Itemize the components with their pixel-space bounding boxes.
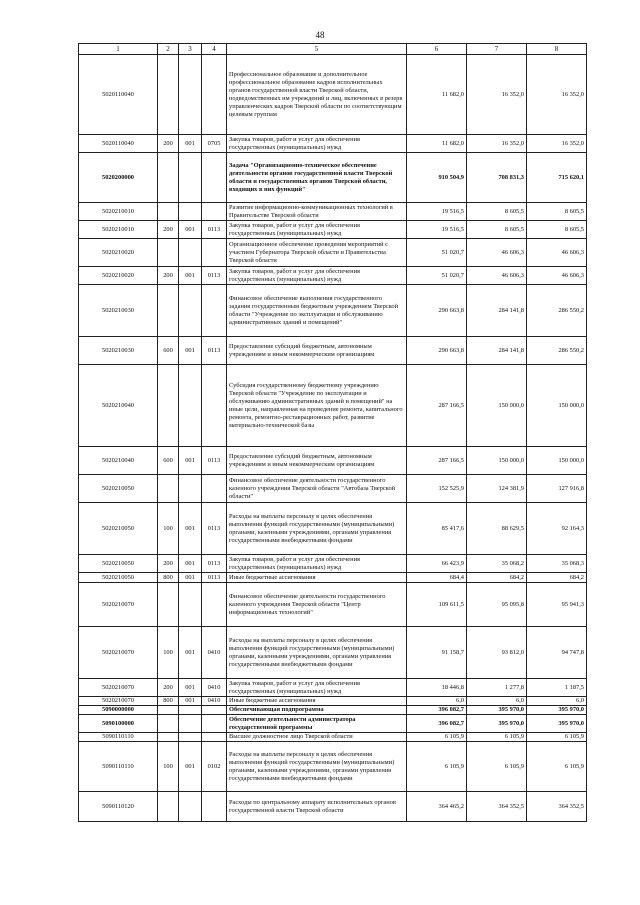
row-name-cell: Расходы по центральному аппарату исполнительных органов государственной власти Тверской области: [227, 792, 407, 822]
row-expense-type-cell: 200: [158, 135, 179, 153]
row-expense-type-cell: 800: [158, 697, 179, 706]
row-section-cell: [202, 733, 227, 742]
row-name-cell: Закупка товаров, работ и услуг для обеспечения государственных (муниципальных) нужд: [227, 555, 407, 573]
row-code-cell: 5020210050: [79, 503, 158, 555]
row-code-cell: 5020210040: [79, 447, 158, 475]
table-row: [79, 715, 587, 733]
row-code-cell: 5020210020: [79, 267, 158, 285]
table-row: [79, 203, 587, 221]
row-code-cell: 5020210030: [79, 337, 158, 365]
row-year2-cell: 6,0: [467, 697, 527, 706]
row-name-cell: Обеспечение деятельности администратора государственной программы: [227, 715, 407, 733]
row-department-cell: 001: [179, 267, 202, 285]
row-year1-cell: 11 682,0: [407, 135, 467, 153]
row-year1-cell: 19 516,5: [407, 221, 467, 239]
row-expense-type-cell: [158, 365, 179, 447]
row-department-cell: [179, 365, 202, 447]
row-name-cell: Предоставление субсидий бюджетным, автономным учреждениям и иным некоммерческим организациям: [227, 337, 407, 365]
row-section-cell: [202, 715, 227, 733]
row-code-cell: 5020210050: [79, 573, 158, 583]
row-section-cell: 0410: [202, 627, 227, 679]
header-col-6: 6: [407, 44, 467, 55]
row-expense-type-cell: [158, 55, 179, 135]
row-year3-cell: 150 000,0: [527, 447, 587, 475]
row-year2-cell: 46 606,3: [467, 239, 527, 267]
row-code-cell: 5020210010: [79, 221, 158, 239]
budget-table: [78, 43, 587, 822]
row-code-cell: 5090110110: [79, 742, 158, 792]
row-name-cell: Расходы на выплаты персоналу в целях обеспечения выполнения функций государственными (муниципальными) органами, казенными учреждениями, органами управления государственными внебюджетными фондами: [227, 503, 407, 555]
row-name-cell: Иные бюджетные ассигнования: [227, 573, 407, 583]
row-section-cell: [202, 706, 227, 715]
row-name-cell: Развитие информационно-коммуникационных технологий в Правительстве Тверской области: [227, 203, 407, 221]
row-department-cell: 001: [179, 555, 202, 573]
row-name-cell: Расходы на выплаты персоналу в целях обеспечения выполнения функций государственными (муниципальными) органами, казенными учреждениями, органами управления государственными внебюджетными фондами: [227, 627, 407, 679]
row-year1-cell: 290 663,8: [407, 337, 467, 365]
row-department-cell: 001: [179, 679, 202, 697]
row-department-cell: 001: [179, 627, 202, 679]
row-department-cell: 001: [179, 697, 202, 706]
row-year1-cell: 85 417,6: [407, 503, 467, 555]
row-section-cell: [202, 285, 227, 337]
row-year3-cell: 8 605,5: [527, 203, 587, 221]
row-department-cell: [179, 792, 202, 822]
row-department-cell: 001: [179, 742, 202, 792]
row-expense-type-cell: [158, 792, 179, 822]
row-year1-cell: 287 166,5: [407, 447, 467, 475]
row-year1-cell: 152 525,9: [407, 475, 467, 503]
row-section-cell: [202, 153, 227, 203]
header-col-3: 3: [179, 44, 202, 55]
row-name-cell: Финансовое обеспечение деятельности государственного казенного учреждения Тверской области "Автобаза Тверской области": [227, 475, 407, 503]
row-expense-type-cell: 600: [158, 337, 179, 365]
row-code-cell: 5020210040: [79, 365, 158, 447]
row-section-cell: 0113: [202, 267, 227, 285]
row-section-cell: [202, 792, 227, 822]
row-year3-cell: 46 606,3: [527, 267, 587, 285]
row-year1-cell: 6,0: [407, 697, 467, 706]
header-col-2: 2: [158, 44, 179, 55]
row-year3-cell: 92 164,3: [527, 503, 587, 555]
row-year3-cell: 395 970,0: [527, 715, 587, 733]
row-code-cell: 5020210050: [79, 475, 158, 503]
row-name-cell: Расходы на выплаты персоналу в целях обеспечения выполнения функций государственными (муниципальными) органами, казенными учреждениями, органами управления государственными внебюджетными фондами: [227, 742, 407, 792]
table-row: [79, 733, 587, 742]
table-row: [79, 221, 587, 239]
row-expense-type-cell: [158, 733, 179, 742]
row-code-cell: 5020200000: [79, 153, 158, 203]
row-name-cell: Задача "Организационно-техническое обеспечение деятельности органов государственной власти Тверской области и государственных органов Тверской области, входящих в них функций": [227, 153, 407, 203]
table-row: [79, 627, 587, 679]
row-year2-cell: 88 629,5: [467, 503, 527, 555]
row-year2-cell: 684,2: [467, 573, 527, 583]
row-section-cell: 0113: [202, 221, 227, 239]
row-expense-type-cell: [158, 583, 179, 627]
row-year3-cell: 364 352,5: [527, 792, 587, 822]
table-row: [79, 267, 587, 285]
row-section-cell: 0410: [202, 697, 227, 706]
row-expense-type-cell: [158, 706, 179, 715]
page-number: 48: [315, 30, 325, 40]
row-year3-cell: 8 605,5: [527, 221, 587, 239]
row-code-cell: 5090110110: [79, 733, 158, 742]
table-row: [79, 285, 587, 337]
row-year2-cell: 124 381,9: [467, 475, 527, 503]
row-year1-cell: 684,4: [407, 573, 467, 583]
row-code-cell: 5020210020: [79, 239, 158, 267]
row-expense-type-cell: [158, 285, 179, 337]
table-row: [79, 792, 587, 822]
row-year1-cell: 51 020,7: [407, 267, 467, 285]
header-col-4: 4: [202, 44, 227, 55]
row-section-cell: [202, 203, 227, 221]
row-section-cell: 0113: [202, 555, 227, 573]
row-section-cell: 0113: [202, 573, 227, 583]
table-row: [79, 337, 587, 365]
table-row: [79, 555, 587, 573]
row-year1-cell: 287 166,5: [407, 365, 467, 447]
row-name-cell: Организационное обеспечение проведения мероприятий с участием Губернатора Тверской области и Правительства Тверской области: [227, 239, 407, 267]
row-code-cell: 5020210070: [79, 583, 158, 627]
row-year3-cell: 6 105,9: [527, 742, 587, 792]
row-section-cell: [202, 583, 227, 627]
row-code-cell: 5020210070: [79, 627, 158, 679]
row-year2-cell: 6 105,9: [467, 742, 527, 792]
header-col-8: 8: [527, 44, 587, 55]
table-row: [79, 55, 587, 135]
row-year2-cell: 8 605,5: [467, 221, 527, 239]
row-department-cell: [179, 285, 202, 337]
row-expense-type-cell: [158, 153, 179, 203]
row-name-cell: Закупка товаров, работ и услуг для обеспечения государственных (муниципальных) нужд: [227, 221, 407, 239]
row-year2-cell: 8 605,5: [467, 203, 527, 221]
table-row: [79, 742, 587, 792]
row-code-cell: 5090110120: [79, 792, 158, 822]
row-code-cell: 5020110040: [79, 135, 158, 153]
row-code-cell: 5020110040: [79, 55, 158, 135]
row-year3-cell: 395 970,0: [527, 706, 587, 715]
row-year2-cell: 93 812,0: [467, 627, 527, 679]
row-department-cell: [179, 239, 202, 267]
row-section-cell: [202, 55, 227, 135]
row-expense-type-cell: 100: [158, 742, 179, 792]
row-department-cell: [179, 733, 202, 742]
row-year1-cell: 18 446,8: [407, 679, 467, 697]
row-year1-cell: 396 082,7: [407, 715, 467, 733]
row-year3-cell: 1 187,5: [527, 679, 587, 697]
row-year1-cell: 66 423,9: [407, 555, 467, 573]
table-row: [79, 365, 587, 447]
table-row: [79, 706, 587, 715]
row-year1-cell: 396 082,7: [407, 706, 467, 715]
row-department-cell: [179, 715, 202, 733]
row-name-cell: Предоставление субсидий бюджетным, автономным учреждениям и иным некоммерческим организациям: [227, 447, 407, 475]
row-year1-cell: 19 516,5: [407, 203, 467, 221]
table-row: [79, 679, 587, 697]
row-year2-cell: 150 000,0: [467, 447, 527, 475]
row-year2-cell: 708 831,3: [467, 153, 527, 203]
row-year3-cell: 286 550,2: [527, 337, 587, 365]
row-year2-cell: 150 000,0: [467, 365, 527, 447]
row-name-cell: Закупка товаров, работ и услуг для обеспечения государственных (муниципальных) нужд: [227, 679, 407, 697]
table-header-row: [79, 44, 587, 55]
row-code-cell: 5020210070: [79, 679, 158, 697]
row-year1-cell: 910 504,9: [407, 153, 467, 203]
row-name-cell: Финансовое обеспечение деятельности государственного казенного учреждения Тверской области "Центр информационных технологий": [227, 583, 407, 627]
row-expense-type-cell: [158, 715, 179, 733]
row-expense-type-cell: [158, 203, 179, 221]
row-code-cell: 5020210010: [79, 203, 158, 221]
row-year2-cell: 35 068,2: [467, 555, 527, 573]
row-year3-cell: 6,0: [527, 697, 587, 706]
row-section-cell: 0113: [202, 337, 227, 365]
row-department-cell: [179, 153, 202, 203]
row-department-cell: 001: [179, 221, 202, 239]
row-section-cell: [202, 475, 227, 503]
row-name-cell: Финансовое обеспечение выполнения государственного задания государственным бюджетным учреждением Тверской области "Учреждение по эксплуатации и обслуживанию административных зданий и помещений": [227, 285, 407, 337]
table-row: [79, 135, 587, 153]
row-code-cell: 5020210030: [79, 285, 158, 337]
row-department-cell: [179, 475, 202, 503]
table-row: [79, 239, 587, 267]
row-year1-cell: 11 682,0: [407, 55, 467, 135]
row-year3-cell: 46 606,3: [527, 239, 587, 267]
row-expense-type-cell: 200: [158, 221, 179, 239]
row-department-cell: 001: [179, 135, 202, 153]
table-row: [79, 573, 587, 583]
row-year2-cell: 1 277,8: [467, 679, 527, 697]
row-year1-cell: 51 020,7: [407, 239, 467, 267]
table-row: [79, 697, 587, 706]
table-row: [79, 583, 587, 627]
row-year3-cell: 150 000,0: [527, 365, 587, 447]
row-section-cell: 0113: [202, 447, 227, 475]
row-department-cell: [179, 583, 202, 627]
row-section-cell: 0113: [202, 503, 227, 555]
row-year3-cell: 715 620,1: [527, 153, 587, 203]
row-year2-cell: 284 141,8: [467, 285, 527, 337]
row-year2-cell: 16 352,0: [467, 135, 527, 153]
row-year2-cell: 95 095,8: [467, 583, 527, 627]
row-name-cell: Обеспечивающая подпрограмма: [227, 706, 407, 715]
row-expense-type-cell: 800: [158, 573, 179, 583]
row-department-cell: 001: [179, 503, 202, 555]
header-col-7: 7: [467, 44, 527, 55]
row-year2-cell: 46 606,3: [467, 267, 527, 285]
row-year1-cell: 6 105,9: [407, 742, 467, 792]
header-col-5: 5: [227, 44, 407, 55]
row-year3-cell: 6 105,9: [527, 733, 587, 742]
row-expense-type-cell: 200: [158, 555, 179, 573]
row-expense-type-cell: 100: [158, 627, 179, 679]
row-expense-type-cell: 100: [158, 503, 179, 555]
row-year3-cell: 16 352,0: [527, 135, 587, 153]
row-section-cell: [202, 239, 227, 267]
table-row: [79, 475, 587, 503]
row-name-cell: Закупка товаров, работ и услуг для обеспечения государственных (муниципальных) нужд: [227, 135, 407, 153]
row-year2-cell: 395 970,0: [467, 715, 527, 733]
row-code-cell: 5090000000: [79, 706, 158, 715]
row-year1-cell: 364 465,2: [407, 792, 467, 822]
row-year2-cell: 364 352,5: [467, 792, 527, 822]
header-col-1: 1: [79, 44, 158, 55]
row-year1-cell: 91 158,7: [407, 627, 467, 679]
row-department-cell: [179, 203, 202, 221]
row-name-cell: Профессиональное образование и дополнительное профессиональное образование кадров исполнительных органов государственной власти Тверской области, подведомственных им учреждений и лиц, включенных в резерв управленческих кадров Тверской области по соответствующим целевым группам: [227, 55, 407, 135]
row-expense-type-cell: 600: [158, 447, 179, 475]
row-year3-cell: 286 550,2: [527, 285, 587, 337]
row-section-cell: 0410: [202, 679, 227, 697]
row-year3-cell: 94 747,8: [527, 627, 587, 679]
row-year1-cell: 290 663,8: [407, 285, 467, 337]
row-year2-cell: 6 105,9: [467, 733, 527, 742]
table-row: [79, 153, 587, 203]
row-year3-cell: 35 068,3: [527, 555, 587, 573]
row-expense-type-cell: [158, 239, 179, 267]
table-row: [79, 447, 587, 475]
row-name-cell: Субсидия государственному бюджетному учреждению Тверской области "Учреждение по эксплуатации и обслуживанию административных зданий и помещений" на иные цели, направленная на проведение ремонта, капитального ремонта, ремонтно-реставрационных работ, развитие материально-технической базы: [227, 365, 407, 447]
row-name-cell: Закупка товаров, работ и услуг для обеспечения государственных (муниципальных) нужд: [227, 267, 407, 285]
row-year1-cell: 6 105,9: [407, 733, 467, 742]
row-name-cell: Высшее должностное лицо Тверской области: [227, 733, 407, 742]
row-year2-cell: 16 352,0: [467, 55, 527, 135]
row-code-cell: 5090100000: [79, 715, 158, 733]
row-department-cell: 001: [179, 573, 202, 583]
row-section-cell: 0705: [202, 135, 227, 153]
row-department-cell: [179, 55, 202, 135]
row-name-cell: Иные бюджетные ассигнования: [227, 697, 407, 706]
row-year2-cell: 284 141,8: [467, 337, 527, 365]
row-section-cell: 0102: [202, 742, 227, 792]
row-code-cell: 5020210050: [79, 555, 158, 573]
row-code-cell: 5020210070: [79, 697, 158, 706]
row-expense-type-cell: 200: [158, 679, 179, 697]
row-year1-cell: 109 611,5: [407, 583, 467, 627]
row-year3-cell: 127 916,8: [527, 475, 587, 503]
row-department-cell: 001: [179, 337, 202, 365]
row-expense-type-cell: 200: [158, 267, 179, 285]
row-expense-type-cell: [158, 475, 179, 503]
row-department-cell: [179, 706, 202, 715]
row-section-cell: [202, 365, 227, 447]
table-row: [79, 503, 587, 555]
row-year3-cell: 684,2: [527, 573, 587, 583]
row-year2-cell: 395 970,0: [467, 706, 527, 715]
row-year3-cell: 16 352,0: [527, 55, 587, 135]
row-department-cell: 001: [179, 447, 202, 475]
row-year3-cell: 95 941,3: [527, 583, 587, 627]
